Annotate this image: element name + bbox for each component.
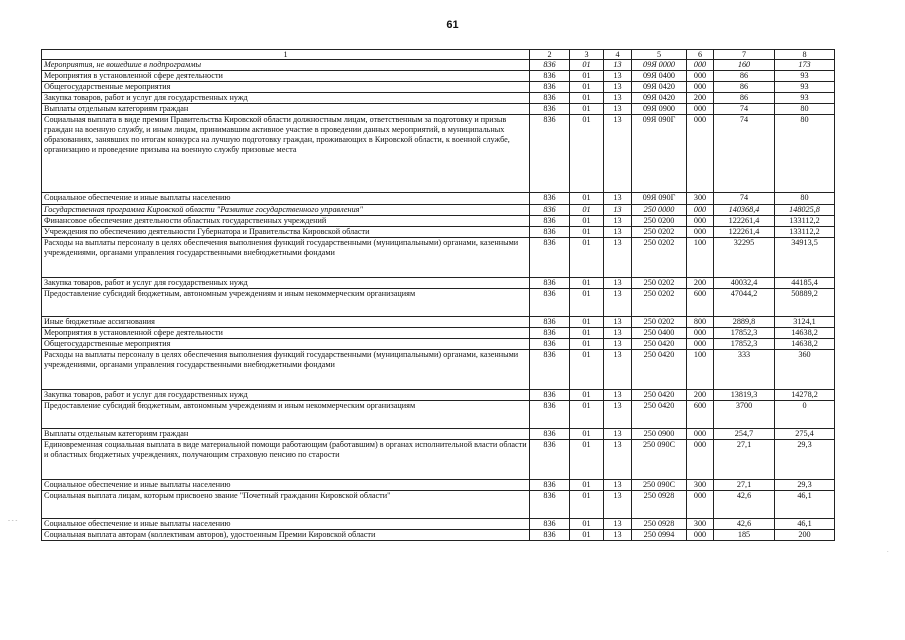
- expense-type-code: 200: [687, 278, 714, 289]
- column-header: 3: [570, 50, 604, 60]
- table-row: [42, 440, 835, 480]
- subsection-code: 13: [604, 115, 632, 193]
- expense-type-code: 000: [687, 104, 714, 115]
- target-article-code: 250 0202: [632, 278, 687, 289]
- expense-type-code: 800: [687, 317, 714, 328]
- expense-type-code: 600: [687, 289, 714, 317]
- target-article-code: 09Я 0420: [632, 82, 687, 93]
- amount-year-2: 14638,2: [775, 328, 835, 339]
- amount-year-2: 93: [775, 93, 835, 104]
- expense-type-code: 000: [687, 227, 714, 238]
- target-article-code: 250 0200: [632, 216, 687, 227]
- table-row: [42, 82, 835, 93]
- subsection-code: 13: [604, 193, 632, 205]
- amount-year-1: 42,6: [714, 491, 775, 519]
- target-article-code: 250 0202: [632, 317, 687, 328]
- column-header: 5: [632, 50, 687, 60]
- row-name: Иные бюджетные ассигнования: [42, 317, 530, 328]
- expense-type-code: 000: [687, 440, 714, 480]
- amount-year-2: 0: [775, 401, 835, 429]
- subsection-code: 13: [604, 205, 632, 216]
- ministry-code: 836: [530, 440, 570, 480]
- amount-year-1: 185: [714, 530, 775, 541]
- target-article-code: 09Я 0900: [632, 104, 687, 115]
- row-name: Социальная выплата авторам (коллективам авторов), удостоенным Премии Кировской области: [42, 530, 530, 541]
- row-name: Закупка товаров, работ и услуг для государственных нужд: [42, 278, 530, 289]
- amount-year-2: 360: [775, 350, 835, 390]
- column-header: 8: [775, 50, 835, 60]
- row-name: Предоставление субсидий бюджетным, автономным учреждениям и иным некоммерческим организациям: [42, 289, 530, 317]
- table-row: [42, 71, 835, 82]
- amount-year-1: 86: [714, 93, 775, 104]
- expense-type-code: 100: [687, 350, 714, 390]
- section-code: 01: [570, 82, 604, 93]
- section-code: 01: [570, 328, 604, 339]
- section-code: 01: [570, 238, 604, 278]
- amount-year-2: 93: [775, 71, 835, 82]
- row-name: Закупка товаров, работ и услуг для государственных нужд: [42, 93, 530, 104]
- subsection-code: 13: [604, 339, 632, 350]
- subsection-code: 13: [604, 401, 632, 429]
- subsection-code: 13: [604, 480, 632, 491]
- subsection-code: 13: [604, 429, 632, 440]
- amount-year-2: 173: [775, 60, 835, 71]
- table-row: [42, 328, 835, 339]
- section-code: 01: [570, 71, 604, 82]
- row-name: Расходы на выплаты персоналу в целях обеспечения выполнения функций государственными (муниципальными) органами, казенными учреждениями, органами управления государственными внебюджетными фондами: [42, 350, 530, 390]
- expense-type-code: 000: [687, 328, 714, 339]
- section-code: 01: [570, 227, 604, 238]
- subsection-code: 13: [604, 328, 632, 339]
- row-name: Закупка товаров, работ и услуг для государственных нужд: [42, 390, 530, 401]
- row-name: Государственная программа Кировской области "Развитие государственного управления": [42, 205, 530, 216]
- amount-year-1: 86: [714, 82, 775, 93]
- subsection-code: 13: [604, 227, 632, 238]
- ministry-code: 836: [530, 93, 570, 104]
- amount-year-1: 17852,3: [714, 328, 775, 339]
- expense-type-code: 000: [687, 205, 714, 216]
- amount-year-2: 46,1: [775, 519, 835, 530]
- table-row: [42, 429, 835, 440]
- amount-year-1: 13819,3: [714, 390, 775, 401]
- row-name: Учреждения по обеспечению деятельности Губернатора и Правительства Кировской области: [42, 227, 530, 238]
- amount-year-1: 27,1: [714, 480, 775, 491]
- ministry-code: 836: [530, 317, 570, 328]
- ministry-code: 836: [530, 71, 570, 82]
- section-code: 01: [570, 205, 604, 216]
- table-row: [42, 350, 835, 390]
- subsection-code: 13: [604, 519, 632, 530]
- row-name: Социальное обеспечение и иные выплаты населению: [42, 193, 530, 205]
- subsection-code: 13: [604, 82, 632, 93]
- amount-year-1: 122261,4: [714, 216, 775, 227]
- table-row: [42, 278, 835, 289]
- target-article-code: 250 0928: [632, 491, 687, 519]
- table-row: [42, 480, 835, 491]
- table-row: [42, 530, 835, 541]
- page-number: 61: [446, 19, 459, 31]
- amount-year-2: 80: [775, 193, 835, 205]
- ministry-code: 836: [530, 390, 570, 401]
- target-article-code: 250 0000: [632, 205, 687, 216]
- target-article-code: 250 0420: [632, 350, 687, 390]
- expense-type-code: 000: [687, 115, 714, 193]
- row-name: Предоставление субсидий бюджетным, автономным учреждениям и иным некоммерческим организациям: [42, 401, 530, 429]
- amount-year-1: 42,6: [714, 519, 775, 530]
- amount-year-2: 34913,5: [775, 238, 835, 278]
- target-article-code: 250 090С: [632, 480, 687, 491]
- target-article-code: 250 0420: [632, 339, 687, 350]
- subsection-code: 13: [604, 60, 632, 71]
- amount-year-2: 133112,2: [775, 227, 835, 238]
- subsection-code: 13: [604, 104, 632, 115]
- column-header: 4: [604, 50, 632, 60]
- ministry-code: 836: [530, 339, 570, 350]
- ministry-code: 836: [530, 216, 570, 227]
- ministry-code: 836: [530, 60, 570, 71]
- table-row: [42, 205, 835, 216]
- target-article-code: 09Я 0400: [632, 71, 687, 82]
- row-name: Выплаты отдельным категориям граждан: [42, 104, 530, 115]
- target-article-code: 09Я 0420: [632, 93, 687, 104]
- expense-type-code: 300: [687, 480, 714, 491]
- expense-type-code: 000: [687, 339, 714, 350]
- subsection-code: 13: [604, 289, 632, 317]
- column-header: 7: [714, 50, 775, 60]
- amount-year-2: 29,3: [775, 440, 835, 480]
- row-name: Мероприятия в установленной сфере деятельности: [42, 71, 530, 82]
- subsection-code: 13: [604, 71, 632, 82]
- subsection-code: 13: [604, 440, 632, 480]
- amount-year-1: 122261,4: [714, 227, 775, 238]
- subsection-code: 13: [604, 390, 632, 401]
- expense-type-code: 200: [687, 390, 714, 401]
- target-article-code: 250 0928: [632, 519, 687, 530]
- amount-year-2: 29,3: [775, 480, 835, 491]
- amount-year-1: 333: [714, 350, 775, 390]
- amount-year-1: 2889,8: [714, 317, 775, 328]
- scan-mark-right: .: [887, 548, 889, 554]
- target-article-code: 250 0420: [632, 401, 687, 429]
- expense-type-code: 300: [687, 193, 714, 205]
- amount-year-1: 254,7: [714, 429, 775, 440]
- ministry-code: 836: [530, 401, 570, 429]
- ministry-code: 836: [530, 193, 570, 205]
- section-code: 01: [570, 530, 604, 541]
- target-article-code: 250 0900: [632, 429, 687, 440]
- amount-year-1: 74: [714, 115, 775, 193]
- expense-type-code: 000: [687, 530, 714, 541]
- section-code: 01: [570, 60, 604, 71]
- amount-year-1: 17852,3: [714, 339, 775, 350]
- column-number-row: [42, 50, 835, 60]
- amount-year-1: 32295: [714, 238, 775, 278]
- ministry-code: 836: [530, 519, 570, 530]
- ministry-code: 836: [530, 82, 570, 93]
- table-row: [42, 93, 835, 104]
- amount-year-2: 133112,2: [775, 216, 835, 227]
- amount-year-2: 3124,1: [775, 317, 835, 328]
- target-article-code: 09Я 0000: [632, 60, 687, 71]
- table-row: [42, 339, 835, 350]
- target-article-code: 09Я 090Г: [632, 115, 687, 193]
- amount-year-1: 74: [714, 193, 775, 205]
- table-row: [42, 193, 835, 205]
- ministry-code: 836: [530, 278, 570, 289]
- ministry-code: 836: [530, 429, 570, 440]
- amount-year-1: 140368,4: [714, 205, 775, 216]
- ministry-code: 836: [530, 104, 570, 115]
- scan-mark-left: - - -: [8, 518, 18, 524]
- section-code: 01: [570, 519, 604, 530]
- column-header: 6: [687, 50, 714, 60]
- expense-type-code: 000: [687, 216, 714, 227]
- amount-year-2: 93: [775, 82, 835, 93]
- target-article-code: 250 090С: [632, 440, 687, 480]
- row-name: Социальная выплата лицам, которым присвоено звание "Почетный гражданин Кировской области": [42, 491, 530, 519]
- row-name: Социальное обеспечение и иные выплаты населению: [42, 480, 530, 491]
- section-code: 01: [570, 193, 604, 205]
- amount-year-2: 46,1: [775, 491, 835, 519]
- section-code: 01: [570, 491, 604, 519]
- table-row: [42, 317, 835, 328]
- amount-year-1: 47044,2: [714, 289, 775, 317]
- amount-year-1: 3700: [714, 401, 775, 429]
- table-row: [42, 216, 835, 227]
- column-header: 2: [530, 50, 570, 60]
- amount-year-2: 80: [775, 115, 835, 193]
- target-article-code: 250 0994: [632, 530, 687, 541]
- section-code: 01: [570, 429, 604, 440]
- row-name: Общегосударственные мероприятия: [42, 82, 530, 93]
- amount-year-2: 14278,2: [775, 390, 835, 401]
- amount-year-2: 80: [775, 104, 835, 115]
- table-row: [42, 289, 835, 317]
- expense-type-code: 300: [687, 519, 714, 530]
- target-article-code: 250 0202: [632, 238, 687, 278]
- row-name: Социальное обеспечение и иные выплаты населению: [42, 519, 530, 530]
- row-name: Расходы на выплаты персоналу в целях обеспечения выполнения функций государственными (муниципальными) органами, казенными учреждениями, органами управления государственными внебюджетными фондами: [42, 238, 530, 278]
- section-code: 01: [570, 390, 604, 401]
- amount-year-1: 27,1: [714, 440, 775, 480]
- column-header: 1: [42, 50, 530, 60]
- amount-year-2: 148025,8: [775, 205, 835, 216]
- table-row: [42, 227, 835, 238]
- section-code: 01: [570, 278, 604, 289]
- expense-type-code: 000: [687, 71, 714, 82]
- target-article-code: 250 0420: [632, 390, 687, 401]
- expense-type-code: 000: [687, 491, 714, 519]
- expense-type-code: 200: [687, 93, 714, 104]
- table-row: [42, 238, 835, 278]
- subsection-code: 13: [604, 491, 632, 519]
- ministry-code: 836: [530, 530, 570, 541]
- ministry-code: 836: [530, 350, 570, 390]
- expense-type-code: 000: [687, 82, 714, 93]
- table-row: [42, 401, 835, 429]
- amount-year-1: 40032,4: [714, 278, 775, 289]
- row-name: Мероприятия, не вошедшие в подпрограммы: [42, 60, 530, 71]
- section-code: 01: [570, 440, 604, 480]
- ministry-code: 836: [530, 491, 570, 519]
- amount-year-2: 14638,2: [775, 339, 835, 350]
- ministry-code: 836: [530, 289, 570, 317]
- row-name: Общегосударственные мероприятия: [42, 339, 530, 350]
- expense-type-code: 000: [687, 60, 714, 71]
- ministry-code: 836: [530, 480, 570, 491]
- table-row: [42, 115, 835, 193]
- target-article-code: 250 0202: [632, 289, 687, 317]
- table-body: [42, 60, 835, 541]
- row-name: Выплаты отдельным категориям граждан: [42, 429, 530, 440]
- amount-year-2: 44185,4: [775, 278, 835, 289]
- amount-year-2: 275,4: [775, 429, 835, 440]
- target-article-code: 250 0202: [632, 227, 687, 238]
- table-row: [42, 104, 835, 115]
- budget-table: [41, 49, 835, 541]
- ministry-code: 836: [530, 205, 570, 216]
- amount-year-2: 200: [775, 530, 835, 541]
- ministry-code: 836: [530, 115, 570, 193]
- row-name: Финансовое обеспечение деятельности областных государственных учреждений: [42, 216, 530, 227]
- expense-type-code: 000: [687, 429, 714, 440]
- amount-year-2: 50889,2: [775, 289, 835, 317]
- subsection-code: 13: [604, 350, 632, 390]
- subsection-code: 13: [604, 93, 632, 104]
- table-row: [42, 390, 835, 401]
- row-name: Социальная выплата в виде премии Правительства Кировской области должностным лицам, ответственным за подготовку и призыв граждан на военную службу, и иным лицам, принимавшим активное участие в проведении данных мероприятий, в муниципальных образованиях, занявших по итогам конкурса на лучшую подготовку граждан, проживающих в Кировской области, к военной службе, организацию и проведение призыва на военную службу призовые места: [42, 115, 530, 193]
- target-article-code: 09Я 090Г: [632, 193, 687, 205]
- subsection-code: 13: [604, 238, 632, 278]
- table-row: [42, 519, 835, 530]
- section-code: 01: [570, 401, 604, 429]
- ministry-code: 836: [530, 227, 570, 238]
- section-code: 01: [570, 480, 604, 491]
- amount-year-1: 86: [714, 71, 775, 82]
- section-code: 01: [570, 289, 604, 317]
- section-code: 01: [570, 317, 604, 328]
- section-code: 01: [570, 350, 604, 390]
- section-code: 01: [570, 216, 604, 227]
- subsection-code: 13: [604, 530, 632, 541]
- section-code: 01: [570, 339, 604, 350]
- subsection-code: 13: [604, 216, 632, 227]
- section-code: 01: [570, 104, 604, 115]
- subsection-code: 13: [604, 317, 632, 328]
- section-code: 01: [570, 93, 604, 104]
- expense-type-code: 600: [687, 401, 714, 429]
- ministry-code: 836: [530, 328, 570, 339]
- target-article-code: 250 0400: [632, 328, 687, 339]
- amount-year-1: 160: [714, 60, 775, 71]
- table-row: [42, 491, 835, 519]
- ministry-code: 836: [530, 238, 570, 278]
- row-name: Единовременная социальная выплата в виде материальной помощи работающим (работавшим) в органах исполнительной власти области и областных бюджетных учреждениях, получающим страховую пенсию по старости: [42, 440, 530, 480]
- expense-type-code: 100: [687, 238, 714, 278]
- section-code: 01: [570, 115, 604, 193]
- table-row: [42, 60, 835, 71]
- amount-year-1: 74: [714, 104, 775, 115]
- subsection-code: 13: [604, 278, 632, 289]
- row-name: Мероприятия в установленной сфере деятельности: [42, 328, 530, 339]
